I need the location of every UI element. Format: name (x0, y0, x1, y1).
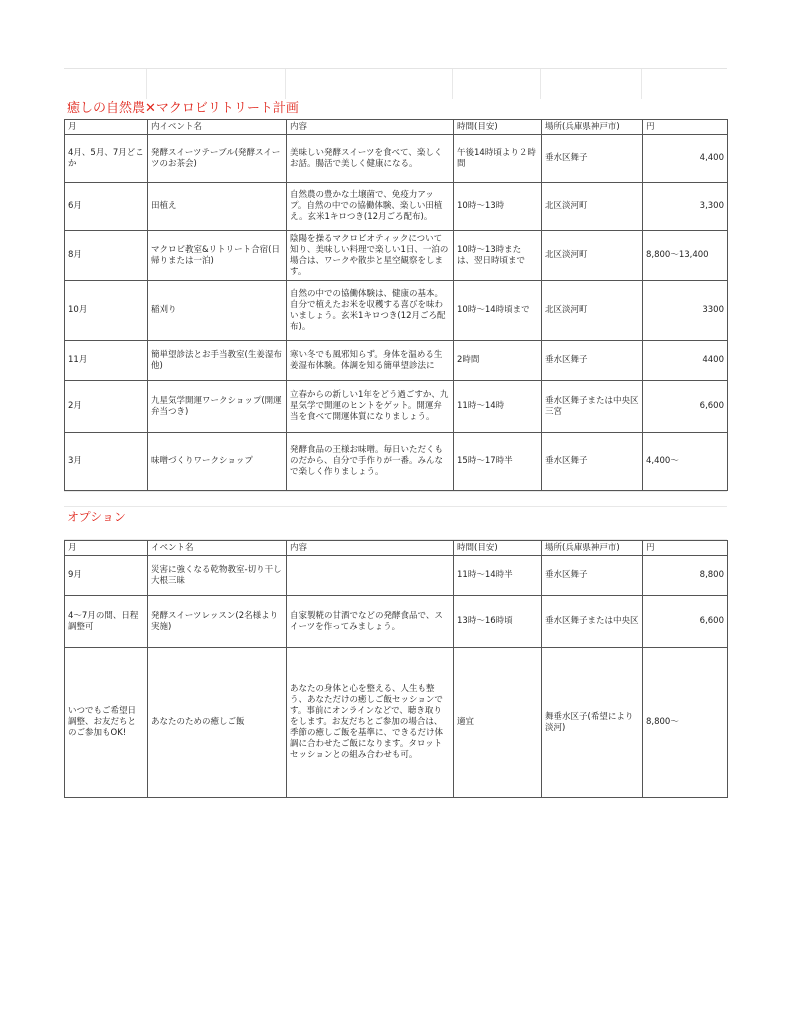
cell-event: 発酵スイーツレッスン(2名様より実施) (148, 596, 287, 648)
cell-price: 4,400 (643, 135, 728, 183)
cell-place: 垂水区舞子または中央区 (542, 596, 643, 648)
cell-price: 4400 (643, 341, 728, 381)
cell-time: 10時〜14時頃まで (454, 281, 542, 341)
header-place: 場所(兵庫県神戸市) (542, 541, 643, 556)
cell-price: 8,800 (643, 556, 728, 596)
cell-price: 8,800〜13,400 (643, 231, 728, 281)
table-row (65, 596, 728, 648)
cell-month: 4月、5月、7月どこか (65, 135, 148, 183)
cell-place: 北区淡河町 (542, 231, 643, 281)
cell-place: 垂水区舞子 (542, 135, 643, 183)
cell-content: 自然農の豊かな土壌菌で、免疫力アップ。自然の中での協働体験、楽しい田植え。玄米1キロつき(12月ごろ配布)。 (287, 183, 454, 231)
table-row (65, 281, 728, 341)
page-title: 癒しの自然農✕マクロビリトリート計画 (67, 101, 299, 116)
cell-content: 発酵食品の王様お味噌。毎日いただくものだから、自分で手作りが一番。みんなで楽しく作りましょう。 (287, 433, 454, 491)
cell-content: 寒い冬でも風邪知らず。身体を温める生姜湿布体験。体調を知る簡単望診法に (287, 341, 454, 381)
spreadsheet (64, 68, 727, 798)
cell-event: 発酵スイーツテーブル(発酵スイーツのお茶会) (148, 135, 287, 183)
blank-grid-row (64, 491, 727, 507)
cell-event: 味噌づくりワークショップ (148, 433, 287, 491)
cell-place: 北区淡河町 (542, 183, 643, 231)
cell-event: 九星気学開運ワークショップ(開運弁当つき) (148, 381, 287, 433)
cell-event: あなたのための癒しご飯 (148, 648, 287, 798)
header-event: イベント名 (148, 541, 287, 556)
cell-price: 8,800〜 (643, 648, 728, 798)
header-month: 月 (65, 120, 148, 135)
cell-event: マクロビ教室&リトリート合宿(日帰りまたは一泊) (148, 231, 287, 281)
cell-month: いつでもご希望日調整、お友だちとのご参加もOK! (65, 648, 148, 798)
grid-line (641, 69, 642, 99)
cell-content (287, 556, 454, 596)
table-header-row (65, 541, 728, 556)
cell-content: 立春からの新しい1年をどう過ごすか、九星気学で開運のヒントをゲット。開運弁当を食べて開運体質になりましょう。 (287, 381, 454, 433)
cell-place: 舞垂水区子(希望により淡河) (542, 648, 643, 798)
header-price: 円 (643, 120, 728, 135)
header-price: 円 (643, 541, 728, 556)
cell-price: 6,600 (643, 381, 728, 433)
cell-month: 10月 (65, 281, 148, 341)
table-row (65, 341, 728, 381)
cell-content: 自家製糀の甘酒でなどの発酵食品で、スイーツを作ってみましょう。 (287, 596, 454, 648)
cell-content: あなたの身体と心を整える、人生も整う、あなただけの癒しご飯セッションです。事前にオンラインなどで、聴き取りをします。お友だちとご参加の場合は、季節の癒しご飯を基準に、できるだけ体調に合わせたご飯になります。タロットセッションとの組み合わせも可。 (287, 648, 454, 798)
cell-content: 陰陽を操るマクロビオティックについて知り、美味しい料理で楽しい1日、一泊の場合は、ワークや散歩と星空観察をします。 (287, 231, 454, 281)
cell-content: 自然の中での協働体験は、健康の基本。自分で植えたお米を収穫する喜びを味わいましょう。玄米1キロつき(12月ごろ配布)。 (287, 281, 454, 341)
cell-month: 8月 (65, 231, 148, 281)
table-row (65, 231, 728, 281)
grid-line (452, 69, 453, 99)
cell-month: 9月 (65, 556, 148, 596)
cell-month: 3月 (65, 433, 148, 491)
table-row (65, 183, 728, 231)
table-row (65, 381, 728, 433)
table-header-row (65, 120, 728, 135)
cell-month: 6月 (65, 183, 148, 231)
cell-price: 3300 (643, 281, 728, 341)
header-event: 内イベント名 (148, 120, 287, 135)
table-row (65, 135, 728, 183)
cell-time: 10時〜13時 (454, 183, 542, 231)
cell-event: 災害に強くなる乾物教室-切り干し大根三昧 (148, 556, 287, 596)
cell-price: 4,400〜 (643, 433, 728, 491)
cell-price: 6,600 (643, 596, 728, 648)
grid-line (285, 69, 286, 99)
cell-place: 垂水区舞子または中央区三宮 (542, 381, 643, 433)
cell-place: 垂水区舞子 (542, 556, 643, 596)
cell-event: 稲刈り (148, 281, 287, 341)
header-time: 時間(目安) (454, 541, 542, 556)
cell-time: 2時間 (454, 341, 542, 381)
option-section-title: オプション (67, 510, 126, 524)
cell-place: 北区淡河町 (542, 281, 643, 341)
cell-month: 2月 (65, 381, 148, 433)
cell-event: 田植え (148, 183, 287, 231)
cell-content: 美味しい発酵スイーツを食べて、楽しくお話。腸活で美しく健康になる。 (287, 135, 454, 183)
cell-price: 3,300 (643, 183, 728, 231)
top-grid-row (64, 68, 727, 99)
cell-time: 10時〜13時または、翌日時頃まで (454, 231, 542, 281)
cell-time: 15時〜17時半 (454, 433, 542, 491)
cell-time: 13時〜16時頃 (454, 596, 542, 648)
cell-time: 11時〜14時半 (454, 556, 542, 596)
cell-time: 11時〜14時 (454, 381, 542, 433)
header-content: 内容 (287, 120, 454, 135)
table-row (65, 556, 728, 596)
grid-line (146, 69, 147, 99)
cell-place: 垂水区舞子 (542, 341, 643, 381)
header-month: 月 (65, 541, 148, 556)
header-place: 場所(兵庫県神戸市) (542, 120, 643, 135)
cell-time: 適宜 (454, 648, 542, 798)
cell-place: 垂水区舞子 (542, 433, 643, 491)
grid-line (540, 69, 541, 99)
table-row (65, 648, 728, 798)
schedule-table (64, 119, 728, 491)
cell-event: 簡単望診法とお手当教室(生姜湿布他) (148, 341, 287, 381)
option-table (64, 540, 728, 798)
header-content: 内容 (287, 541, 454, 556)
blank-grid-row (64, 527, 727, 540)
table-row (65, 433, 728, 491)
header-time: 時間(目安) (454, 120, 542, 135)
cell-month: 11月 (65, 341, 148, 381)
cell-time: 午後14時頃より２時間 (454, 135, 542, 183)
cell-month: 4〜7月の間、日程調整可 (65, 596, 148, 648)
